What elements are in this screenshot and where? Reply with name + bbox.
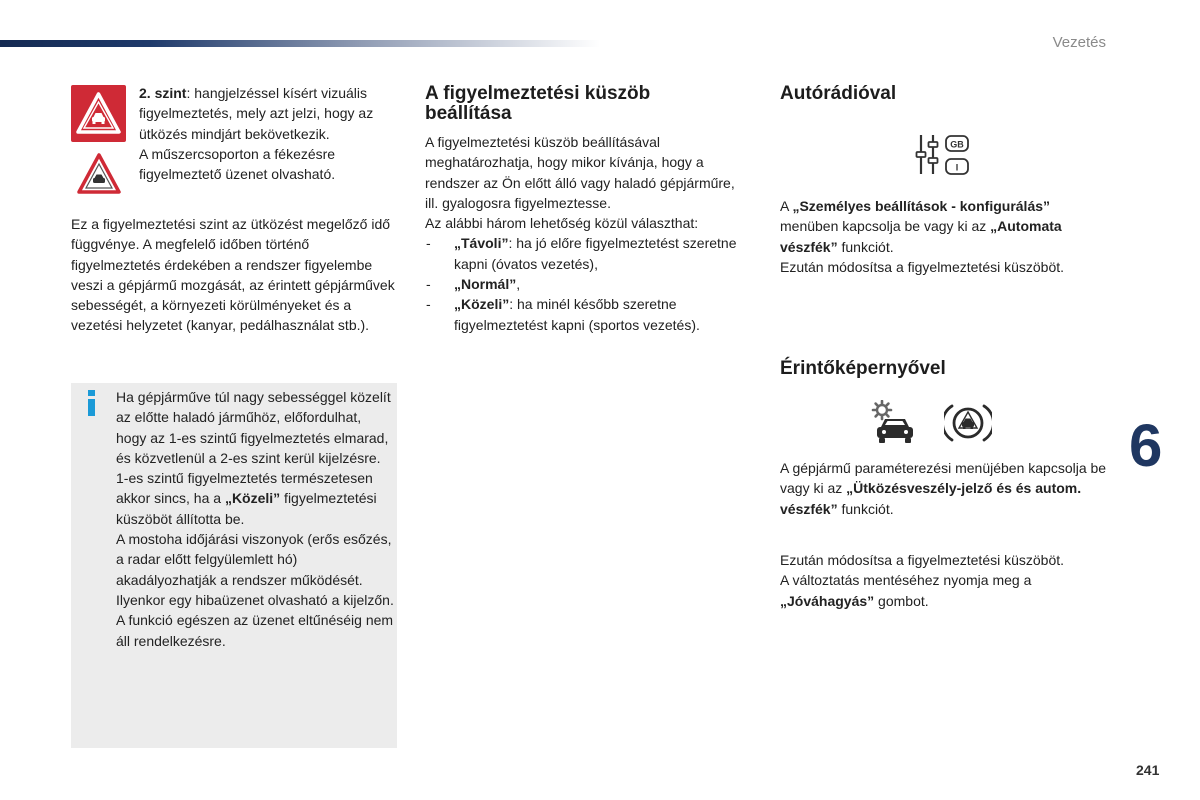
list-item-label: „Távoli” [454,235,509,252]
radio-i-label: I [955,162,959,173]
level-2-paragraph [139,83,399,184]
radio-gb-label: GB [950,139,964,150]
section-name: Vezetés [1052,34,1106,51]
confirm-button-name: „Jóváhagyás” [780,592,875,609]
list-item [425,233,745,274]
info-paragraph-2 [116,468,394,529]
info-p2-text: 1-es szintű figyelmeztetés természetesen akkor sincs, ha a [116,470,373,507]
list-item-text: : ha jó előre figyelmeztetést szeretne kapni (óvatos vezetés), [454,235,737,272]
threshold-lead: Az alábbi három lehetőség közül választhat: [425,215,699,232]
radio-instructions [780,196,1110,277]
level-2-description [139,83,399,184]
touchscreen-text-2: funkciót. [837,500,894,517]
list-item [425,274,745,294]
save-text-3: gombot. [874,592,929,609]
list-item [425,294,745,335]
list-item-text: , [516,276,521,293]
touchscreen-text-1: A gépjármű paraméterezési menüjében kapcsolja be vagy ki az [780,460,1107,497]
threshold-heading: A figyelmeztetési küszöb beállítása [425,83,651,124]
radio-text-1: A [780,198,793,214]
save-instructions [780,550,1110,611]
info-p2-text-end: figyelmeztetési küszöböt állította be. [116,490,377,527]
vehicle-settings-icon [868,400,916,446]
warning-level-text: Ez a figyelmeztetési szint az ütközést megelőző idő függvénye. A megfelelő időben történő figyelmeztetés érdekében a rendszer figyelembe veszi a gépjármű mozgását, az érintett gépjárművek sebességét, a környezeti körülményeket és a vezetési helyzetet (kanyar, pedálhasználat stb.). [71,216,395,334]
radio-function-name: „Automata vészfék” [780,218,1062,255]
radio-text-3: funkciót. [837,238,894,255]
collision-warning-red-icon [71,85,126,142]
info-text [116,387,394,651]
save-text-2: A változtatás mentéséhez nyomja meg a [780,572,1032,589]
list-item-label: „Közeli” [454,296,510,313]
list-dash: - [426,235,431,252]
page-number: 241 [1136,762,1160,778]
info-p2-bold: „Közeli” [224,490,281,507]
save-text-1: Ezután módosítsa a figyelmeztetési küszöböt. [780,552,1065,568]
level-2-text: : hangjelzéssel kísért vizuális figyelmeztetés, mely azt jelzi, hogy az ütközés mindjárt bekövetkezik. [139,85,374,142]
info-paragraph-1: Ha gépjárműve túl nagy sebességgel közelít az előtte haladó járműhöz, előfordulhat, hogy az 1-es szintű figyelmeztetés elmarad, és közvetlenül a 2-es szint kerül kijelzésre. [116,389,391,466]
radio-settings-icon [915,132,971,178]
info-paragraph-3: A mostoha időjárási viszonyok (erős esőzés, a radar előtt felgyülemlett hó) akadályozhatják a rendszer működését. Ilyenkor egy hibaüzenet olvasható a kijelzőn. A funkció egészen az üzenet eltűnéséig nem áll rendelkezésre. [116,531,394,649]
warning-level-paragraph [71,214,401,336]
threshold-section [425,132,745,335]
header-gradient-bar [0,40,600,47]
save-paragraph [780,550,1110,611]
radio-text-4: Ezután módosítsa a figyelmeztetési küszöböt. [780,258,1065,275]
info-icon [85,390,99,416]
chapter-number: 6 [1129,412,1163,479]
level-2-label: 2. szint [139,85,187,101]
radio-text-2: menüben kapcsolja be vagy ki az [780,218,991,235]
radio-heading: Autórádióval [780,83,897,104]
list-item-text: : ha minél később szeretne figyelmeztetést kapni (sportos vezetés). [454,296,700,333]
list-item-label: „Normál” [454,276,517,293]
touchscreen-function-name: „Ütközésveszély-jelző és és autom. vészfék” [780,480,1082,517]
collision-warning-outline-icon [76,152,122,196]
touchscreen-paragraph [780,458,1110,519]
emergency-brake-icon [944,401,992,445]
list-dash: - [426,296,431,313]
radio-paragraph [780,196,1110,277]
level-2-dashboard-text: A műszercsoporton a fékezésre figyelmeztető üzenet olvasható. [139,145,336,183]
touchscreen-heading: Érintőképernyővel [780,358,946,379]
radio-menu-name: „Személyes beállítások - konfigurálás” [792,198,1051,214]
threshold-intro: A figyelmeztetési küszöb beállításával meghatározhatja, hogy mikor kívánja, hogy a rendszer az Ön előtt álló vagy haladó gépjárműre, ill. gyalogosra figyelmeztesse. [425,134,735,211]
touchscreen-instructions [780,458,1110,519]
list-dash: - [426,276,431,293]
